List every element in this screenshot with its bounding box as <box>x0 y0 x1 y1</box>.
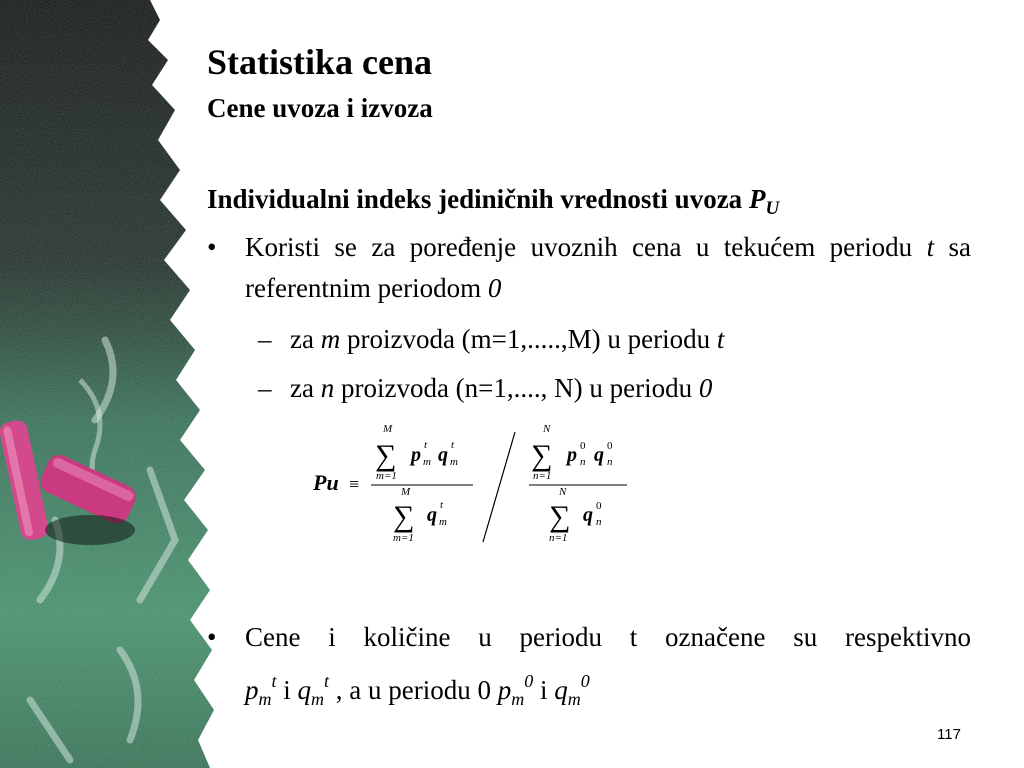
sum-symbol: ∑ <box>375 439 397 472</box>
bullet-notation-line1: Cene i količine u periodu t označene su respektivno <box>245 622 971 652</box>
bullet-notation <box>207 615 971 721</box>
p-superscript: t <box>424 439 428 451</box>
sum-upper-limit: M <box>401 486 411 498</box>
dash-icon: – <box>258 373 272 403</box>
var-p: p <box>497 675 512 705</box>
sum-upper-limit: N <box>543 423 551 435</box>
bullet-usage <box>207 227 971 309</box>
subitem-text-1: za <box>290 373 321 403</box>
subitem-period-0 <box>258 370 712 406</box>
sup-0: 0 <box>580 671 590 691</box>
dash-icon: – <box>258 324 272 354</box>
text-and: i <box>533 675 555 705</box>
formula-equiv: ≡ <box>349 474 360 494</box>
subitem-var-0: 0 <box>698 373 713 403</box>
subitem-var-m: m <box>320 324 341 354</box>
subitem-var-t: t <box>716 324 725 354</box>
q-symbol: q <box>583 504 593 526</box>
sub-m: m <box>311 689 325 709</box>
bullet-usage-text <box>245 227 971 309</box>
heading-text: Individualni indeks jediničnih vrednosti uvoza <box>207 184 749 214</box>
sup-t: t <box>271 671 277 691</box>
sum-lower-limit: n=1 <box>549 532 568 544</box>
formula-lhs: Pu <box>313 470 339 495</box>
sub-m: m <box>511 689 525 709</box>
section-heading <box>207 181 779 227</box>
var-p: p <box>245 675 259 705</box>
sub-m: m <box>258 689 272 709</box>
sum-symbol: ∑ <box>531 439 553 472</box>
q-superscript: t <box>440 499 444 511</box>
sum-symbol: ∑ <box>393 500 415 533</box>
var-q: q <box>554 675 568 705</box>
q-subscript: m <box>439 516 447 528</box>
q-superscript: t <box>451 439 455 451</box>
sum-upper-limit: N <box>559 486 567 498</box>
sum-symbol: ∑ <box>549 500 571 533</box>
q-symbol: q <box>438 444 448 466</box>
text-and: i <box>276 675 298 705</box>
bullet-icon: • <box>207 622 217 652</box>
bullet-icon: • <box>207 232 217 262</box>
var-q: q <box>297 675 312 705</box>
import-index-formula <box>305 420 635 550</box>
bullet-usage-var-t: t <box>926 232 935 262</box>
slide-title: Statistika cena <box>207 42 432 82</box>
sup-t: t <box>324 671 330 691</box>
chalkboard-decoration <box>0 0 215 768</box>
text-mid: , a u periodu 0 <box>329 675 498 705</box>
subitem-var-n: n <box>320 373 335 403</box>
sum-lower-limit: m=1 <box>393 532 414 544</box>
sum-upper-limit: M <box>383 423 393 435</box>
slide-subtitle: Cene uvoza i izvoza <box>207 93 433 123</box>
q-superscript: 0 <box>596 500 602 512</box>
p-symbol: p <box>567 444 577 466</box>
bullet-usage-var-0: 0 <box>487 273 502 303</box>
q-subscript: n <box>596 516 602 528</box>
q-subscript: n <box>607 456 613 468</box>
q-superscript: 0 <box>607 440 613 452</box>
subitem-text-1: za <box>290 324 321 354</box>
page-number: 117 <box>937 726 961 743</box>
subitem-text-2: proizvoda (n=1,...., N) u periodu <box>334 373 699 403</box>
heading-symbol: P <box>748 184 766 214</box>
q-symbol: q <box>594 444 604 466</box>
q-symbol: q <box>427 504 437 526</box>
q-subscript: m <box>450 456 458 468</box>
p-symbol: p <box>411 444 421 466</box>
subitem-text-2: proizvoda (m=1,.....,M) u periodu <box>340 324 717 354</box>
bullet-usage-text-1: Koristi se za poređenje uvoznih cena u tekućem periodu <box>245 232 927 262</box>
sum-lower-limit: n=1 <box>533 470 552 482</box>
sub-m: m <box>567 689 581 709</box>
bullet-notation-line2 <box>245 659 971 721</box>
bullet-usage-text-2: sa referentnim periodom <box>245 232 971 303</box>
p-superscript: 0 <box>580 440 586 452</box>
heading-symbol-subscript: U <box>765 198 780 219</box>
division-slash <box>483 432 515 542</box>
p-subscript: m <box>423 456 431 468</box>
p-subscript: n <box>580 456 586 468</box>
sum-lower-limit: m=1 <box>376 470 397 482</box>
sup-0: 0 <box>524 671 534 691</box>
subitem-period-t <box>258 321 724 357</box>
